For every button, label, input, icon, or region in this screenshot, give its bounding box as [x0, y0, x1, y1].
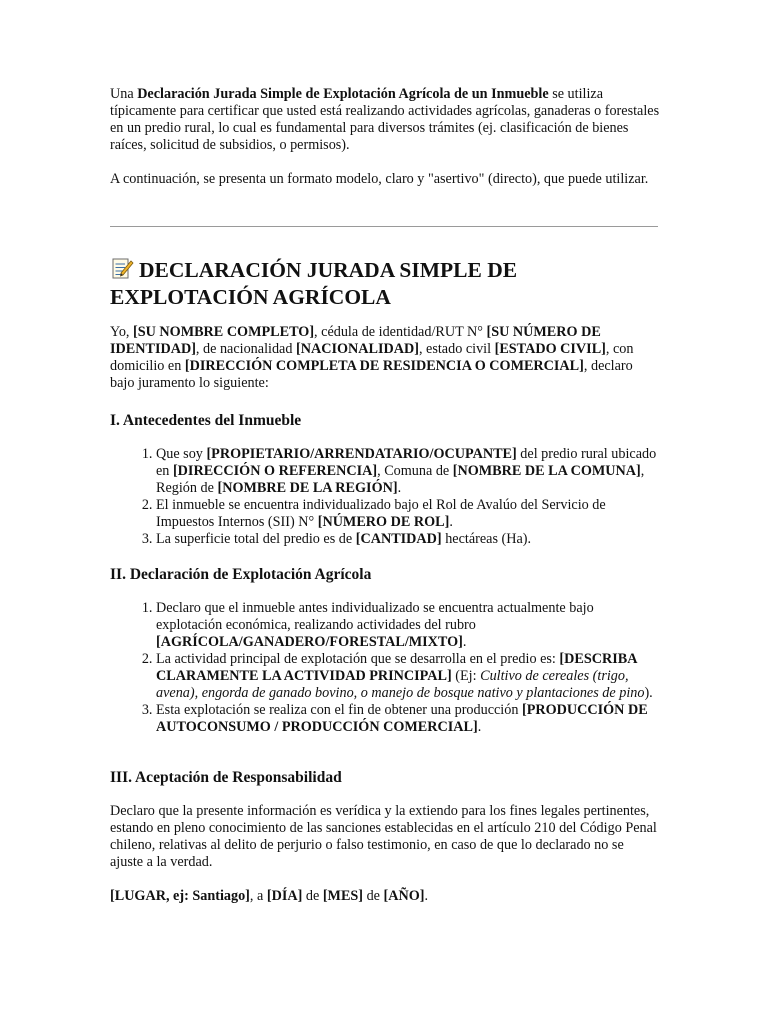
placeholder-civil-status: [ESTADO CIVIL] — [494, 341, 606, 357]
intro-paragraph — [110, 86, 660, 154]
text: El inmueble se encuentra individualizado bajo el Rol de Avalúo del Servicio de Impuestos Internos (SII) N° — [156, 497, 606, 530]
text: , Región de — [156, 463, 645, 496]
text: , a — [249, 888, 267, 904]
text: Yo, — [110, 324, 134, 340]
list-item — [156, 446, 660, 497]
document-title — [110, 256, 660, 311]
list-item — [156, 497, 660, 531]
text: , con domicilio en — [110, 341, 634, 374]
placeholder-place: [LUGAR, ej: Santiago] — [110, 888, 250, 904]
text: La actividad principal de explotación que se desarrolla en el predio es: — [156, 651, 560, 667]
text: . — [449, 514, 453, 530]
placeholder: [CANTIDAD] — [355, 531, 442, 547]
document-title-text: DECLARACIÓN JURADA SIMPLE DE EXPLOTACIÓN AGRÍCOLA — [110, 258, 518, 309]
text: del predio rural ubicado en — [156, 446, 657, 479]
intro-text: Una — [110, 86, 138, 102]
placeholder: [NOMBRE DE LA COMUNA] — [452, 463, 641, 479]
explotacion-list — [110, 600, 660, 736]
responsibility-paragraph: Declaro que la presente información es verídica y la extiendo para los fines legales pertinentes, estando en pleno conocimiento de las sanciones establecidas en el artículo 210 del Código Penal chileno, relativas al delito de perjurio o falso testimonio, en caso de que lo declarado no se ajuste a la verdad. — [110, 803, 657, 870]
text: . — [397, 480, 402, 496]
intro-emphasis: Declaración Jurada Simple de Explotación Agrícola de un Inmueble — [137, 86, 549, 102]
placeholder: [PROPIETARIO/ARRENDATARIO/OCUPANTE] — [206, 446, 517, 462]
text: . — [424, 888, 429, 904]
section-heading-antecedentes: I. Antecedentes del Inmueble — [110, 412, 302, 429]
antecedentes-list — [110, 446, 660, 548]
section-heading-responsabilidad: III. Aceptación de Responsabilidad — [110, 769, 342, 786]
text: (Ej: — [451, 668, 481, 684]
placeholder-day: [DÍA] — [266, 888, 303, 904]
text: , de nacionalidad — [195, 341, 296, 357]
text: Esta explotación se realiza con el fin de obtener una producción — [156, 702, 522, 718]
text: hectáreas (Ha). — [441, 531, 532, 547]
text: Que soy — [156, 446, 207, 462]
list-item — [156, 651, 660, 702]
text: , Comuna de — [377, 463, 453, 479]
declarant-paragraph — [110, 324, 660, 392]
text: La superficie total del predio es de — [156, 531, 356, 547]
placeholder: [AGRÍCOLA/GANADERO/FORESTAL/MIXTO] — [156, 634, 463, 650]
text: Declaro que el inmueble antes individualizado se encuentra actualmente bajo explotación económica, realizando actividades del rubro — [156, 600, 594, 633]
memo-icon — [110, 256, 134, 280]
horizontal-divider — [110, 226, 658, 227]
text: , declaro bajo juramento lo siguiente: — [110, 358, 633, 391]
placeholder-month: [MES] — [322, 888, 364, 904]
placeholder-nationality: [NACIONALIDAD] — [295, 341, 419, 357]
text: . — [477, 719, 482, 735]
placeholder: [PRODUCCIÓN DE AUTOCONSUMO / PRODUCCIÓN COMERCIAL] — [156, 702, 648, 735]
placeholder: [DIRECCIÓN O REFERENCIA] — [172, 463, 378, 479]
intro-text-continued: se utiliza típicamente para certificar que usted está realizando actividades agrícolas, ganaderas o forestales en un predio rural, lo cual es fundamental para diversos trámites (ej. clasificación de bienes raíces, solicitud de subsidios, o permisos). — [110, 86, 660, 153]
placeholder: [NÚMERO DE ROL] — [317, 514, 450, 530]
text: , cédula de identidad/RUT N° — [314, 324, 487, 340]
placeholder: [DESCRIBA CLARAMENTE LA ACTIVIDAD PRINCIPAL] — [156, 651, 637, 684]
place-date-line — [110, 888, 660, 905]
placeholder-address: [DIRECCIÓN COMPLETA DE RESIDENCIA O COMERCIAL] — [184, 358, 584, 374]
text: , estado civil — [418, 341, 495, 357]
example-text: Cultivo de cereales (trigo, avena), engorda de ganado bovino, o manejo de bosque nativo y plantaciones de pino — [156, 668, 645, 701]
text: de — [363, 888, 384, 904]
text: . — [462, 634, 467, 650]
text: ). — [644, 685, 653, 701]
intro-paragraph-2: A continuación, se presenta un formato modelo, claro y "asertivo" (directo), que puede utilizar. — [110, 171, 649, 187]
placeholder-name: [SU NOMBRE COMPLETO] — [133, 324, 315, 340]
text: de — [302, 888, 323, 904]
placeholder-year: [AÑO] — [383, 888, 425, 904]
list-item — [156, 531, 660, 548]
placeholder-id-number: [SU NÚMERO DE IDENTIDAD] — [110, 324, 601, 357]
list-item — [156, 600, 660, 651]
placeholder: [NOMBRE DE LA REGIÓN] — [217, 480, 398, 496]
list-item — [156, 702, 660, 736]
section-heading-explotacion: II. Declaración de Explotación Agrícola — [110, 566, 372, 583]
